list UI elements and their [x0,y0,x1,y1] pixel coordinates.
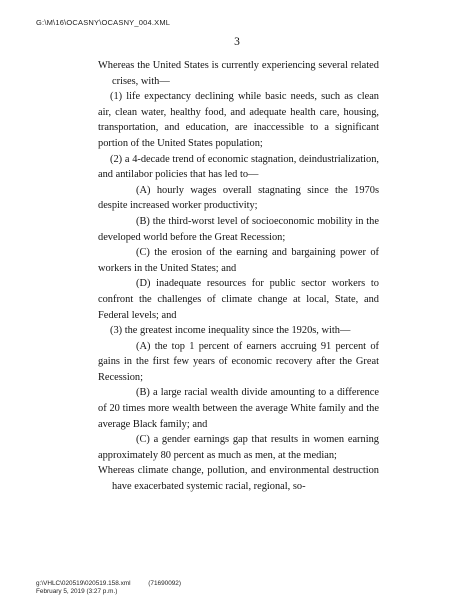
whereas-clause-1: Whereas the United States is currently experiencing several related crises, with— [98,60,379,87]
item-2a: (A) hourly wages overall stagnating since the 1970s despite increased worker productivity; [98,184,379,212]
item-3b: (B) a large racial wealth divide amounting to a difference of 20 times more wealth between the average White family and the average Black family; and [98,387,379,430]
item-2c: (C) the erosion of the earning and bargaining power of workers in the United States; and [98,247,379,274]
document-file-path: G:\M\16\OCASNY\OCASNY_004.XML [36,18,171,27]
item-1: (1) life expectancy declining while basic needs, such as clean air, clean water, healthy food, and adequate health care, housing, transportation, and education, are inaccessible to a significant portion of the United States population; [98,91,379,149]
footer-file: g:\VHLC\020519\020519.158.xml [36,580,131,587]
resolution-body [98,58,379,495]
document-footer [36,580,181,596]
footer-code: (71690092) [148,580,181,587]
item-2d: (D) inadequate resources for public sector workers to confront the challenges of climate change at local, State, and Federal levels; and [98,278,379,321]
item-2: (2) a 4-decade trend of economic stagnation, deindustrialization, and antilabor policies that has led to— [98,153,379,181]
whereas-clause-2: Whereas climate change, pollution, and environmental destruction have exacerbated systemic racial, regional, so- [98,465,379,493]
item-3a: (A) the top 1 percent of earners accruing 91 percent of gains in the first few years of economic recovery after the Great Recession; [98,340,379,383]
item-2b: (B) the third-worst level of socioeconomic mobility in the developed world before the Great Recession; [98,215,379,243]
footer-date: February 5, 2019 (3:27 p.m.) [36,588,118,596]
item-3: (3) the greatest income inequality since the 1920s, with— [110,325,351,337]
item-3c: (C) a gender earnings gap that results in women earning approximately 80 percent as much as men, at the median; [98,434,379,461]
page-number: 3 [234,36,240,48]
